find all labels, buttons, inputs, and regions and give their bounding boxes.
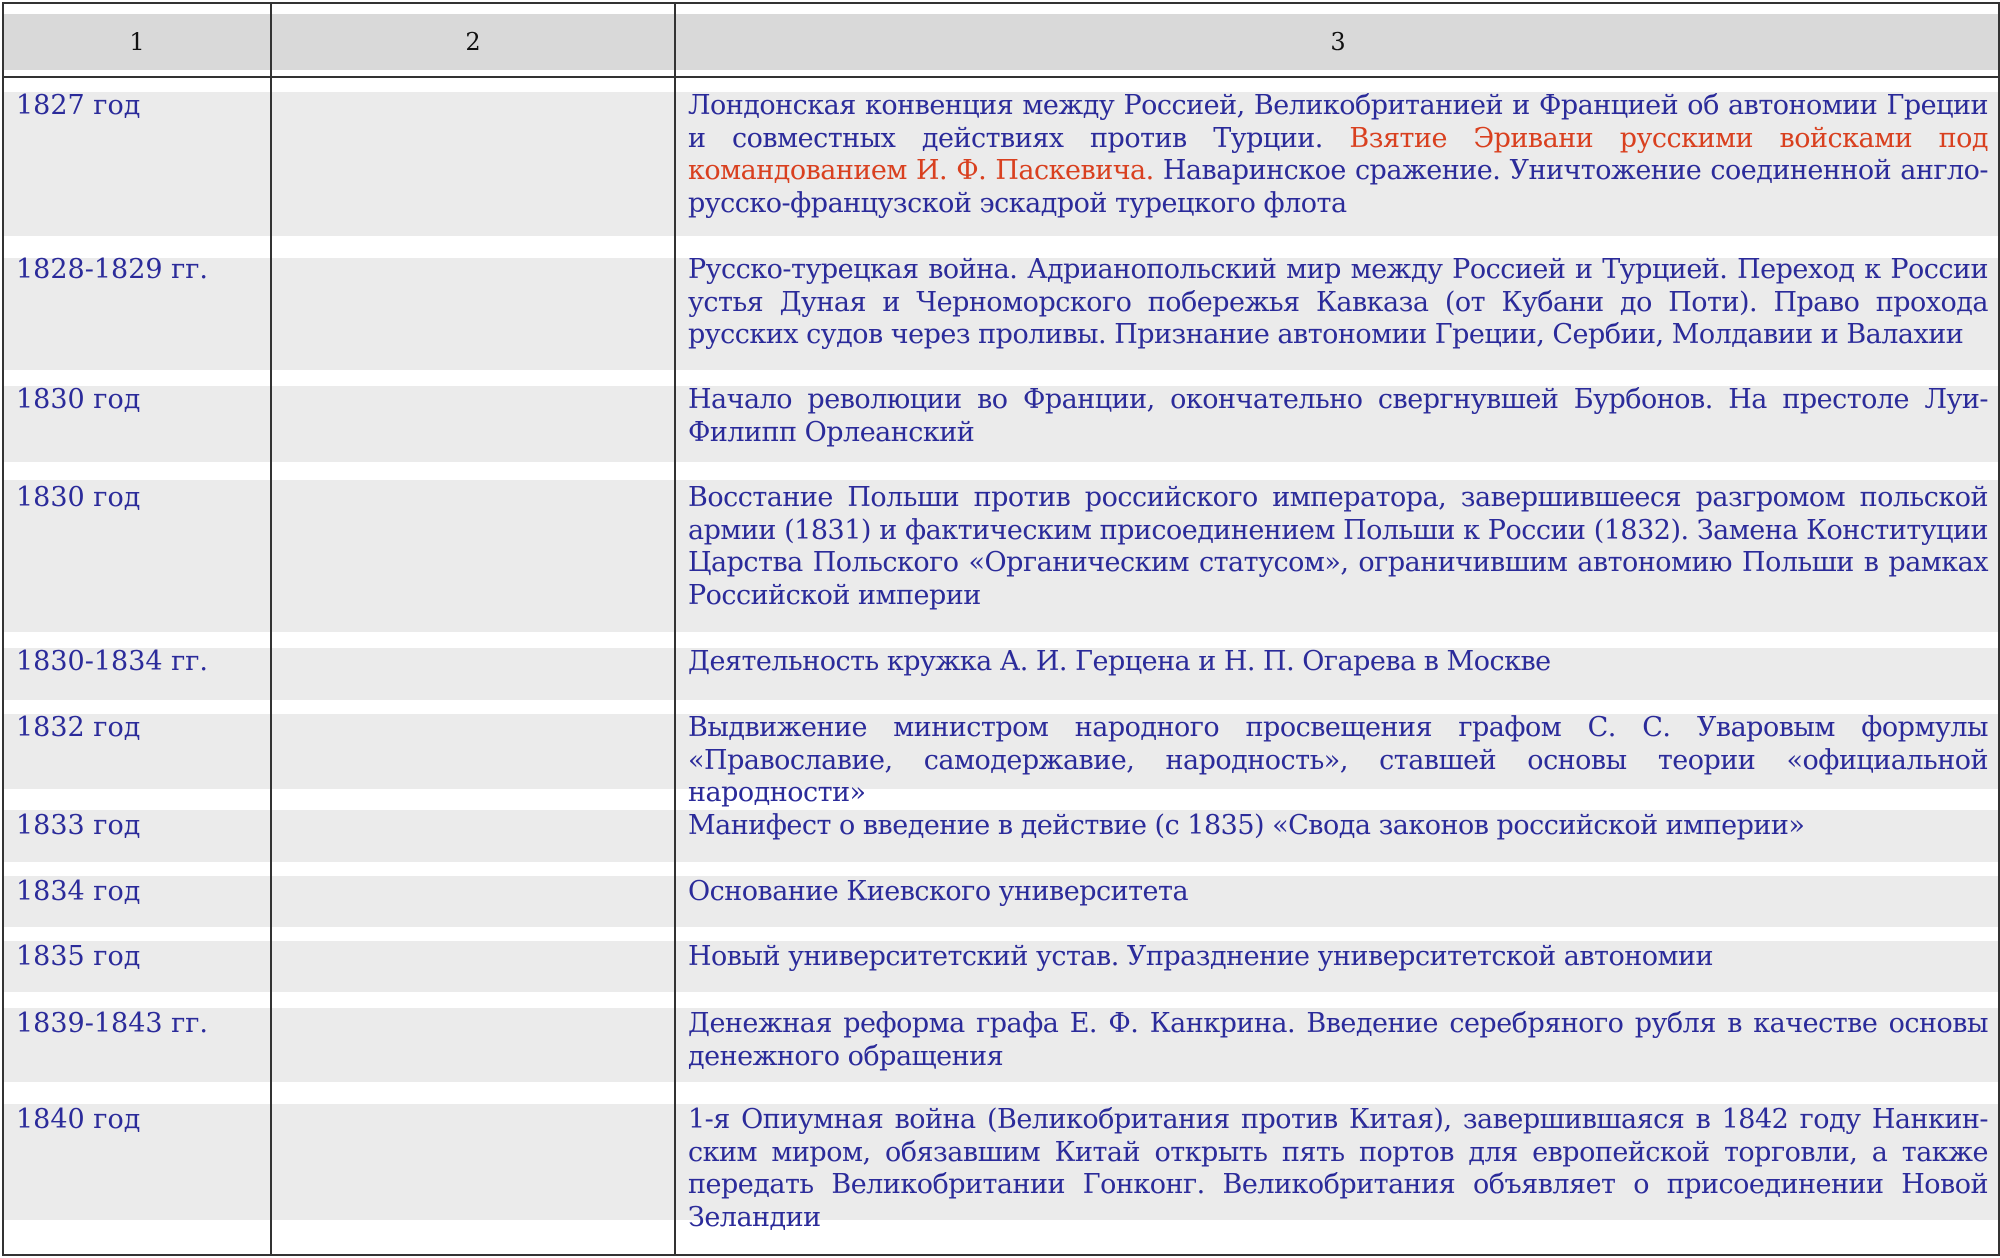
- column-divider-1: [270, 4, 272, 1254]
- row-date: 1839-1843 гг.: [16, 1008, 209, 1039]
- row-date: 1834 год: [16, 876, 141, 907]
- event-text-segment: Основание Киевского университета: [688, 876, 1189, 907]
- event-text-segment: Лондонская конвенция между Россией, Великобританией и Францией об автономии Греции и совместных действиях против Турции.: [688, 90, 1988, 154]
- row-event-text: [688, 254, 1988, 352]
- event-text-segment: Восстание Польши против российского императора, завершившееся разгромом польской армии (1831) и фактическим присоединением Польши к России (1832). Замена Конституции Царства Польского «Органическим статусом», ограничившим автономию Польши в рамках Российской империи: [688, 482, 1988, 611]
- row-event-text: [688, 810, 1988, 843]
- event-text-segment: Денежная реформа графа Е. Ф. Канкрина. Введение серебряного рубля в качестве основы денежного обращения: [688, 1008, 1988, 1072]
- event-text-segment: Выдвижение министром народного просвещения графом С. С. Уваровым формулы «Православие, самодержавие, народность», ставшей основы теории «официальной народности»: [688, 712, 1988, 809]
- row-date: 1828-1829 гг.: [16, 254, 209, 285]
- row-date: 1827 год: [16, 90, 141, 121]
- row-date: 1830 год: [16, 482, 141, 513]
- row-date: 1830-1834 гг.: [16, 646, 209, 677]
- row-event-text: [688, 384, 1988, 449]
- row-event-text: [688, 941, 1988, 974]
- event-text-segment: Наваринское сражение. Уничтожение соединенной англо-русско-французской эскадрой турецкого флота: [688, 155, 1988, 219]
- header-col-2: 2: [465, 28, 481, 56]
- row-event-text: [688, 1008, 1988, 1073]
- header-col-3: 3: [1330, 28, 1346, 56]
- row-date: 1833 год: [16, 810, 141, 841]
- event-text-segment: 1-я Опиумная война (Великобритания против Китая), завершившаяся в 1842 году Нанкин-ским миром, обязавшим Китай открыть пять портов для европейской торговли, а также передать Великобритании Гонконг. Великобритания объявляет о присоединении Новой Зеландии: [688, 1104, 1988, 1233]
- highlighted-event: Взятие Эривани русскими войсками под командованием И. Ф. Паскевича.: [688, 122, 1988, 187]
- row-date: 1832 год: [16, 712, 141, 743]
- event-text-segment: Начало революции во Франции, окончательно свергнувшей Бурбонов. На престоле Луи-Филипп Орлеанский: [688, 384, 1988, 448]
- row-event-text: [688, 712, 1988, 810]
- row-event-text: [688, 90, 1988, 220]
- event-text-segment: Русско-турецкая война. Адрианопольский мир между Россией и Турцией. Переход к России устья Дуная и Черноморского побережья Кавказа (от Кубани до Поти). Право прохода русских судов через проливы. Признание автономии Греции, Сербии, Молдавии и Валахии: [688, 254, 1988, 351]
- event-text-segment: Манифест о введение в действие (с 1835) «Свода законов российской империи»: [688, 810, 1805, 841]
- chronology-table: [2, 2, 2000, 1256]
- header-divider: [4, 76, 1998, 78]
- row-event-text: [688, 646, 1988, 679]
- event-text-segment: Деятельность кружка А. И. Герцена и Н. П. Огарева в Москве: [688, 646, 1551, 677]
- row-date: 1835 год: [16, 941, 141, 972]
- header-col-1: 1: [129, 28, 145, 56]
- row-date: 1840 год: [16, 1104, 141, 1135]
- row-event-text: [688, 876, 1988, 909]
- event-text-segment: Новый университетский устав. Упразднение университетской автономии: [688, 941, 1713, 972]
- row-date: 1830 год: [16, 384, 141, 415]
- row-event-text: [688, 482, 1988, 612]
- row-event-text: [688, 1104, 1988, 1234]
- column-divider-2: [674, 4, 676, 1254]
